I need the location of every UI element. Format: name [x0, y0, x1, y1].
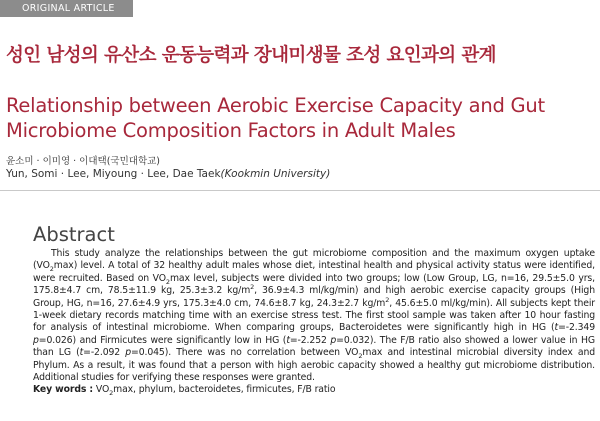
abstract-text: , 45.6±5.0 ml/kg/min). All subjects kept their 1-week dietary records matching time with an exercise stress test. The first stool sample was taken after 10 hour fasting for analysis of intestinal microbiome. When comparing groups, Bacteroidetes were significantly high in HG ( — [33, 297, 595, 334]
abstract-text: , 36.9±4.3 ml/kg/min) and high aerobic exercise capacity groups (High Group, HG, n=16, 27.6±4.9 yrs, 175.3±4.0 cm, 74.6±8.7 kg, 24.3±2.7 kg/m — [33, 285, 595, 309]
abstract-text: max and intestinal microbial diversity index and Phylum. As a result, it was found that a person with high aerobic capacity showed a healthy gut microbiome distribution. Additional studies for verifying these responses were granted. — [33, 347, 596, 384]
author-names: Yun, Somi · Lee, Miyoung · Lee, Dae Taek — [6, 168, 221, 180]
stat-symbol: t — [79, 347, 84, 359]
stat-symbol: t — [286, 334, 290, 346]
keywords-text: VO — [93, 384, 110, 396]
author-affiliation: (Kookmin University) — [220, 168, 331, 180]
abstract-body — [33, 248, 595, 397]
abstract-text: =0.032). The F/B ratio also showed a lower value in HG than LG ( — [33, 334, 595, 359]
abstract-paragraph — [33, 248, 595, 384]
abstract-text: =-2.092 — [83, 347, 126, 359]
keywords-text: max, phylum, bacteroidetes, firmicutes, F/B ratio — [113, 384, 336, 396]
authors-english — [6, 168, 330, 180]
korean-title: 성인 남성의 유산소 운동능력과 장내미생물 조성 요인과의 관계 — [6, 45, 496, 66]
stat-symbol: p — [33, 334, 39, 346]
subscript-2: 2 — [165, 277, 170, 286]
header-divider — [0, 190, 600, 191]
subscript-2: 2 — [109, 389, 114, 398]
abstract-text: =0.026) and Firmicutes were significantly low in HG ( — [38, 334, 287, 346]
abstract-text: max) level. A total of 32 healthy adult males whose diet, intestinal health and physical activity status were identified, were recruited. Based on VO — [33, 260, 595, 284]
article-type-badge: ORIGINAL ARTICLE — [0, 0, 133, 17]
abstract-text: =0.045). There was no correlation between VO — [131, 347, 359, 359]
abstract-text: =-2.252 — [289, 334, 331, 346]
superscript-2: 2 — [250, 283, 255, 292]
keywords-label: Key words : — [33, 384, 94, 396]
stat-symbol: p — [330, 334, 337, 346]
stat-symbol: t — [554, 322, 559, 334]
english-title: Relationship between Aerobic Exercise Capacity and Gut Microbiome Composition Factors in Adult Males — [6, 94, 545, 142]
abstract-heading: Abstract — [33, 223, 115, 246]
subscript-2: 2 — [358, 352, 363, 361]
keywords-line — [33, 384, 595, 396]
subscript-2: 2 — [49, 265, 54, 274]
stat-symbol: p — [125, 347, 132, 359]
abstract-text: max level, subjects were divided into two groups; low (Low Group, LG, n=16, 29.5±5.0 yrs, 175.8±4.7 cm, 78.5±11.9 kg, 25.3±3.2 kg/m — [33, 272, 595, 297]
abstract-text: This study analyze the relationships between the gut microbiome composition and the maximum oxygen uptake (VO — [33, 248, 595, 272]
abstract-text: =-2.349 — [558, 322, 595, 334]
superscript-2: 2 — [385, 295, 390, 304]
authors-korean: 윤소미 · 이미영 · 이대택(국민대학교) — [6, 156, 161, 167]
